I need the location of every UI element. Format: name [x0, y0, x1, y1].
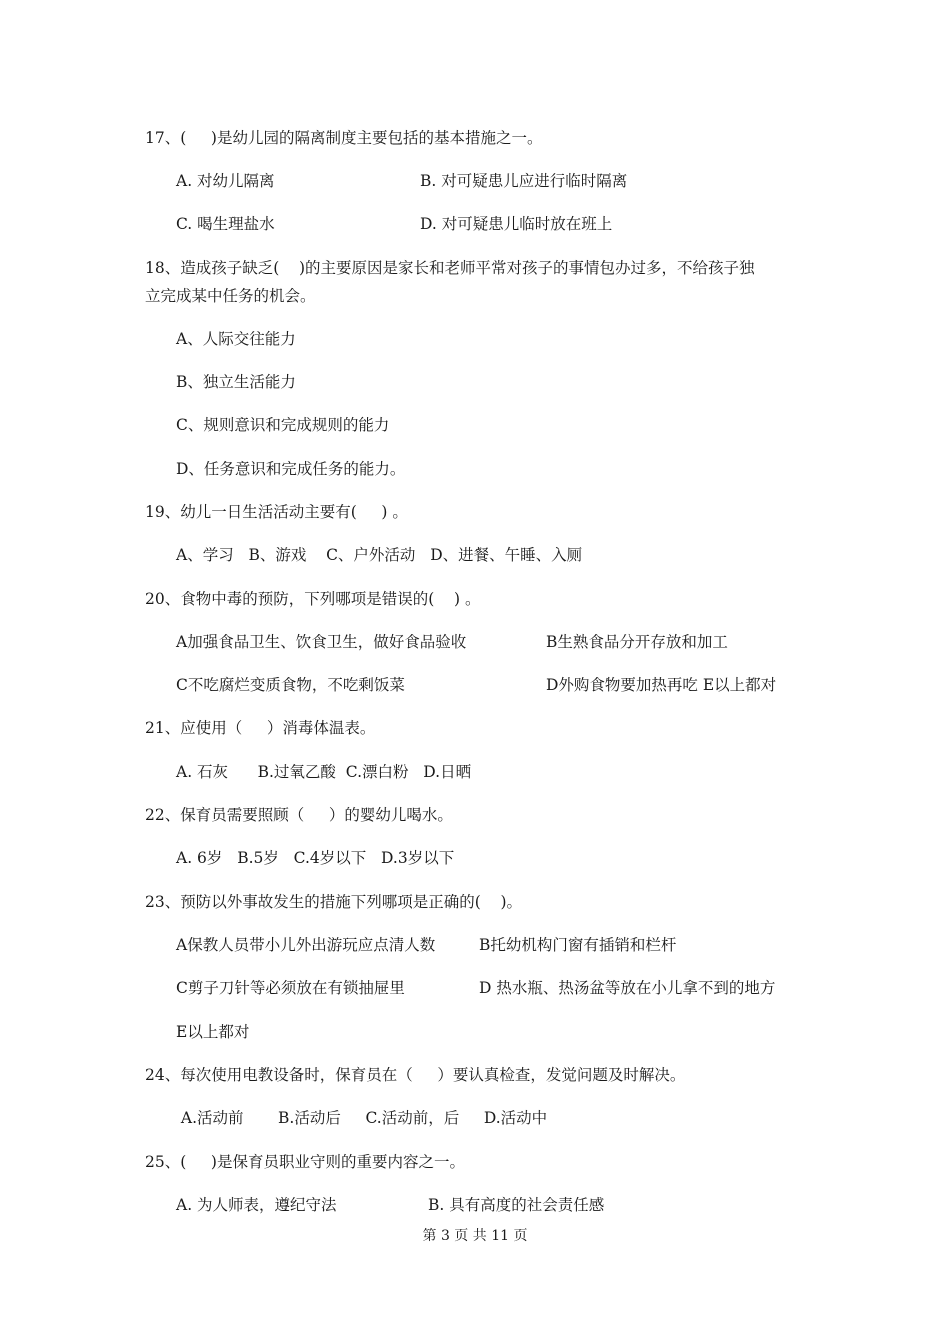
options-row: A、学习 B、游戏 C、户外活动 D、进餐、午睡、入厕	[176, 546, 583, 564]
question-stem-line1: 18、造成孩子缺乏( )的主要原因是家长和老师平常对孩子的事情包办过多，不给孩子独	[145, 259, 755, 277]
option-c: C不吃腐烂变质食物，不吃剩饭菜	[176, 676, 405, 694]
option-e: E以上都对	[176, 1023, 250, 1041]
option-a: A、人际交往能力	[176, 330, 296, 348]
options-row: A. 石灰 B.过氧乙酸 C.漂白粉 D.日晒	[176, 763, 472, 781]
option-d: D 热水瓶、热汤盆等放在小儿拿不到的地方	[479, 979, 776, 997]
option-d: D. 对可疑患儿临时放在班上	[420, 215, 613, 233]
option-a: A. 对幼儿隔离	[176, 172, 275, 190]
page-footer: 第 3 页 共 11 页	[422, 1228, 528, 1244]
question-stem: 23、预防以外事故发生的措施下列哪项是正确的( )。	[145, 893, 523, 911]
options-row: A. 6岁 B.5岁 C.4岁以下 D.3岁以下	[176, 849, 455, 867]
option-a: A. 为人师表，遵纪守法	[176, 1196, 337, 1214]
option-b: B. 具有高度的社会责任感	[428, 1196, 605, 1214]
question-stem-line2: 立完成某中任务的机会。	[145, 287, 316, 305]
question-stem: 24、每次使用电教设备时，保育员在（ ）要认真检查，发觉问题及时解决。	[145, 1066, 686, 1084]
option-d: D、任务意识和完成任务的能力。	[176, 460, 406, 478]
option-b: B托幼机构门窗有插销和栏杆	[479, 936, 677, 954]
option-c: C. 喝生理盐水	[176, 215, 275, 233]
option-b: B. 对可疑患儿应进行临时隔离	[420, 172, 628, 190]
question-stem: 17、( )是幼儿园的隔离制度主要包括的基本措施之一。	[145, 129, 543, 147]
option-b: B、独立生活能力	[176, 373, 296, 391]
option-a: A加强食品卫生、饮食卫生，做好食品验收	[176, 633, 467, 651]
option-c: C、规则意识和完成规则的能力	[176, 416, 390, 434]
question-stem: 25、( )是保育员职业守则的重要内容之一。	[145, 1153, 465, 1171]
question-stem: 21、应使用（ ）消毒体温表。	[145, 719, 376, 737]
option-c: C剪子刀针等必须放在有锁抽屉里	[176, 979, 405, 997]
option-d: D外购食物要加热再吃 E以上都对	[546, 676, 777, 694]
options-row: A.活动前 B.活动后 C.活动前，后 D.活动中	[176, 1109, 548, 1127]
question-stem: 20、食物中毒的预防，下列哪项是错误的( ) 。	[145, 590, 481, 608]
option-a: A保教人员带小儿外出游玩应点清人数	[176, 936, 436, 954]
option-b: B生熟食品分开存放和加工	[546, 633, 728, 651]
question-stem: 22、保育员需要照顾（ ）的婴幼儿喝水。	[145, 806, 453, 824]
question-stem: 19、幼儿一日生活活动主要有( ) 。	[145, 503, 408, 521]
